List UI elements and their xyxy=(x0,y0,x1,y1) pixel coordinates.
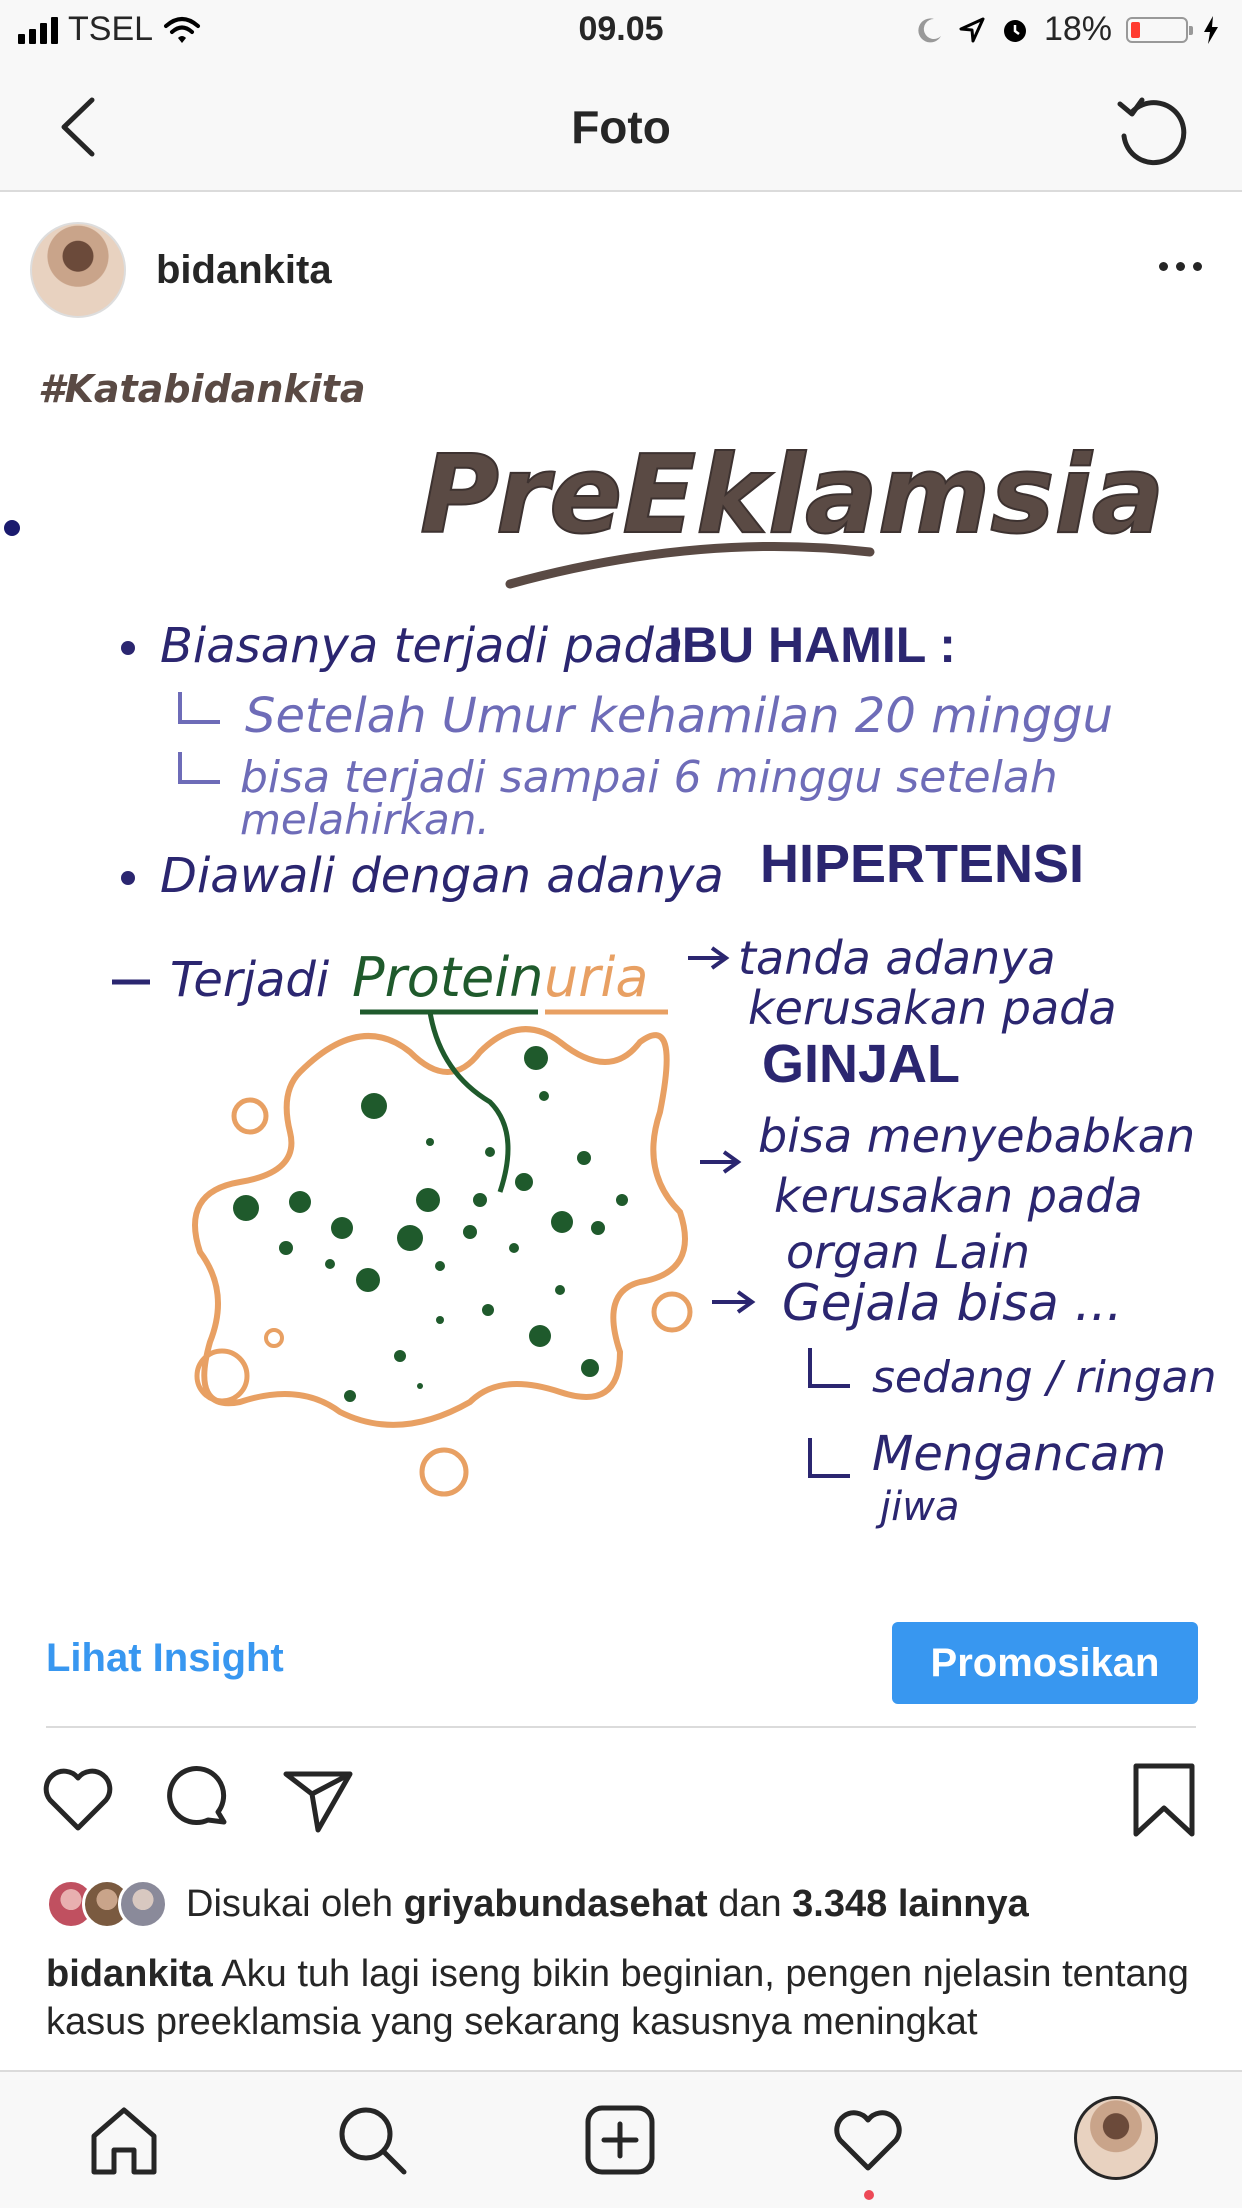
image-title: PreEklamsia xyxy=(420,433,1165,558)
caption-text: Aku tuh lagi iseng bikin beginian, pengen njelasin tentang kasus preeklamsia yang sekarang kasusnya meningkat xyxy=(46,1953,1189,2043)
activity-notification-dot xyxy=(864,2190,874,2200)
undo-icon[interactable] xyxy=(1112,90,1192,170)
likes-prefix: Disukai oleh xyxy=(186,1882,393,1925)
bookmark-icon[interactable] xyxy=(1124,1760,1204,1840)
share-icon[interactable] xyxy=(278,1760,358,1840)
image-dot xyxy=(4,520,20,536)
carrier-label: TSEL xyxy=(68,10,154,48)
battery-icon xyxy=(1126,17,1188,43)
image-right-1: tanda adanya xyxy=(738,931,1056,985)
moon-icon xyxy=(916,16,944,44)
promote-button[interactable]: Promosikan xyxy=(892,1622,1198,1704)
page-title: Foto xyxy=(571,101,671,153)
activity-heart-icon[interactable] xyxy=(830,2102,906,2178)
heart-icon[interactable] xyxy=(38,1760,118,1840)
image-right-6: organ Lain xyxy=(786,1225,1030,1279)
image-right-2: kerusakan pada xyxy=(748,981,1117,1035)
cell-dots xyxy=(233,1046,628,1402)
image-line-1a: Biasanya terjadi pada xyxy=(160,618,684,674)
home-icon[interactable] xyxy=(86,2102,162,2178)
image-line-6a: Terjadi xyxy=(170,952,330,1008)
likes-summary[interactable] xyxy=(46,1874,1029,1934)
image-line-3: bisa terjadi sampai 6 minggu setelah xyxy=(240,752,1058,803)
image-right-3: GINJAL xyxy=(762,1034,961,1094)
search-icon[interactable] xyxy=(334,2102,410,2178)
nav-bar xyxy=(0,62,1242,192)
post-header xyxy=(0,192,1242,353)
avatar xyxy=(118,1879,168,1929)
tab-bar xyxy=(0,2070,1242,2208)
image-hashtag: #Katabidankita xyxy=(38,367,366,411)
likes-count[interactable]: 3.348 lainnya xyxy=(792,1882,1029,1925)
image-right-8: sedang / ringan xyxy=(872,1352,1217,1403)
divider xyxy=(46,1726,1196,1728)
caption-username[interactable]: bidankita xyxy=(46,1953,213,1995)
image-right-7: Gejala bisa ... xyxy=(782,1274,1123,1332)
post-username[interactable]: bidankita xyxy=(156,248,332,292)
cell-outline xyxy=(195,1029,685,1425)
image-line-4: melahirkan. xyxy=(240,795,490,844)
add-post-icon[interactable] xyxy=(582,2102,658,2178)
battery-percent: 18% xyxy=(1043,10,1112,48)
image-line-1b: IBU HAMIL : xyxy=(668,617,956,673)
post-actions xyxy=(0,1760,1242,1850)
status-bar xyxy=(0,0,1242,62)
post-caption xyxy=(46,1950,1206,2070)
image-line-5b: HIPERTENSI xyxy=(760,834,1085,894)
image-line-5a: Diawali dengan adanya xyxy=(160,848,724,904)
post-image[interactable] xyxy=(0,352,1242,1592)
avatar[interactable] xyxy=(30,222,126,318)
status-right xyxy=(916,10,1220,49)
charging-icon xyxy=(1202,15,1220,45)
likes-joiner: dan xyxy=(718,1882,782,1925)
image-line-6c: uria xyxy=(544,946,649,1009)
liker-avatars xyxy=(46,1879,168,1929)
profile-tab-avatar[interactable] xyxy=(1074,2096,1158,2180)
status-time: 09.05 xyxy=(578,10,664,48)
image-line-2: Setelah Umur kehamilan 20 minggu xyxy=(245,688,1113,744)
likes-user[interactable]: griyabundasehat xyxy=(403,1882,708,1925)
image-right-5: kerusakan pada xyxy=(774,1169,1143,1223)
alarm-icon xyxy=(1000,15,1030,45)
location-icon xyxy=(958,16,986,44)
image-right-10: jiwa xyxy=(880,1484,960,1530)
image-right-9: Mengancam xyxy=(872,1426,1167,1482)
image-line-6b: Protein xyxy=(352,946,544,1009)
more-options-icon[interactable] xyxy=(1159,262,1202,271)
image-right-4: bisa menyebabkan xyxy=(758,1109,1196,1163)
view-insights-link[interactable]: Lihat Insight xyxy=(46,1636,284,1680)
comment-icon[interactable] xyxy=(158,1760,238,1840)
